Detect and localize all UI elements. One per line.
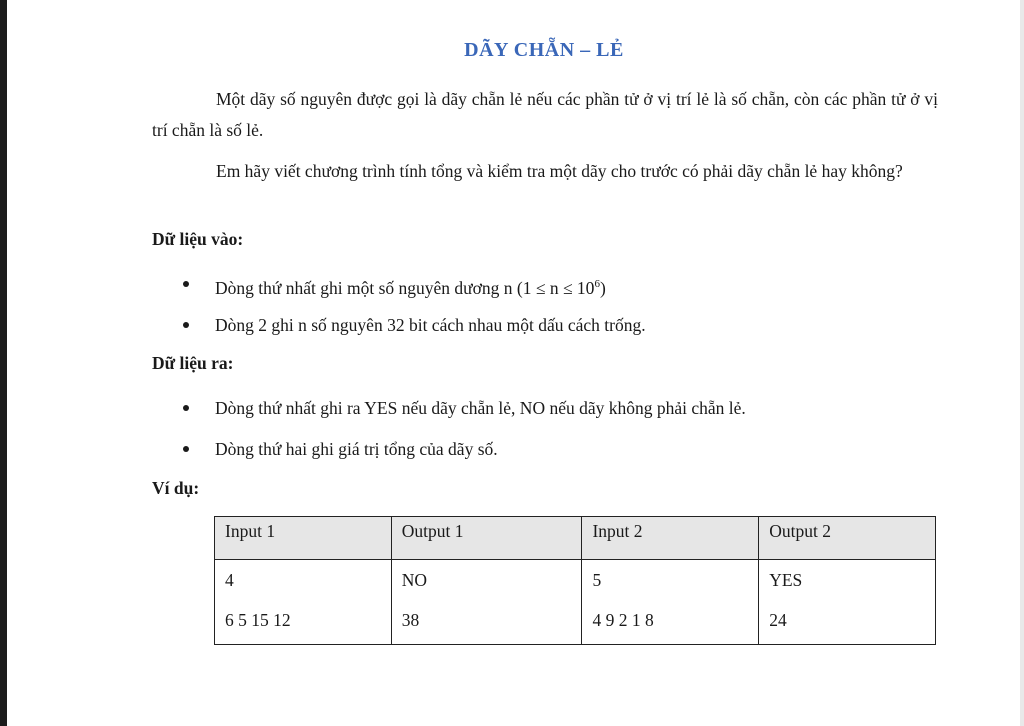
task-paragraph: Em hãy viết chương trình tính tổng và kiểm tra một dãy cho trước có phải dãy chẵn lẻ hay không?	[216, 161, 903, 181]
bullet-icon	[183, 322, 189, 328]
cell-line: 4	[225, 570, 234, 590]
cell-line: 38	[401, 610, 420, 630]
cell-line: 24	[769, 610, 787, 630]
input-heading: Dữ liệu vào:	[152, 229, 244, 249]
output-item-text: Dòng thứ nhất ghi ra YES nếu dãy chẵn lẻ, NO nếu dãy không phải chẵn lẻ.	[215, 398, 746, 418]
cell-line: YES	[769, 570, 803, 590]
table-header-cell: Input 2	[582, 517, 759, 560]
output-heading: Dữ liệu ra:	[152, 353, 234, 373]
example-heading: Ví dụ:	[152, 478, 200, 498]
cell-line: 6 5 15 12	[225, 610, 291, 630]
input-item-text-main: Dòng thứ nhất ghi một số nguyên dương n (1 ≤ n ≤ 10	[215, 277, 595, 298]
table-header-cell: Output 1	[391, 517, 582, 560]
table-header-cell: Output 2	[759, 517, 936, 560]
cell-line: NO	[401, 570, 428, 590]
cell-line: 4 9 2 1 8	[592, 610, 654, 630]
window-left-edge	[0, 0, 7, 726]
window-right-edge	[1020, 0, 1024, 726]
output-item-text: Dòng thứ hai ghi giá trị tổng của dãy số.	[215, 439, 498, 459]
table-header-cell: Input 1	[215, 517, 392, 560]
table-header-row	[215, 517, 936, 560]
table-cell-output-2	[759, 560, 936, 645]
input-item-text-suffix: )	[599, 277, 606, 298]
table-cell-output-1	[391, 560, 582, 645]
cell-line: 5	[592, 570, 602, 590]
bullet-icon	[183, 281, 189, 287]
bullet-icon	[183, 446, 189, 452]
table-row	[215, 560, 936, 645]
document-title: DÃY CHẴN – LẺ	[464, 39, 624, 61]
table-cell-input-2	[582, 560, 759, 645]
exponent: 6	[594, 278, 600, 290]
example-table	[214, 516, 936, 645]
input-item-text: Dòng 2 ghi n số nguyên 32 bit cách nhau một dấu cách trống.	[215, 315, 646, 335]
intro-paragraph: Một dãy số nguyên được gọi là dãy chẵn lẻ nếu các phần tử ở vị trí lẻ là số chẵn, còn các phần tử ở vị trí chẵn là số lẻ.	[152, 89, 938, 140]
input-item-text	[215, 272, 606, 300]
bullet-icon	[183, 405, 189, 411]
table-cell-input-1	[215, 560, 392, 645]
